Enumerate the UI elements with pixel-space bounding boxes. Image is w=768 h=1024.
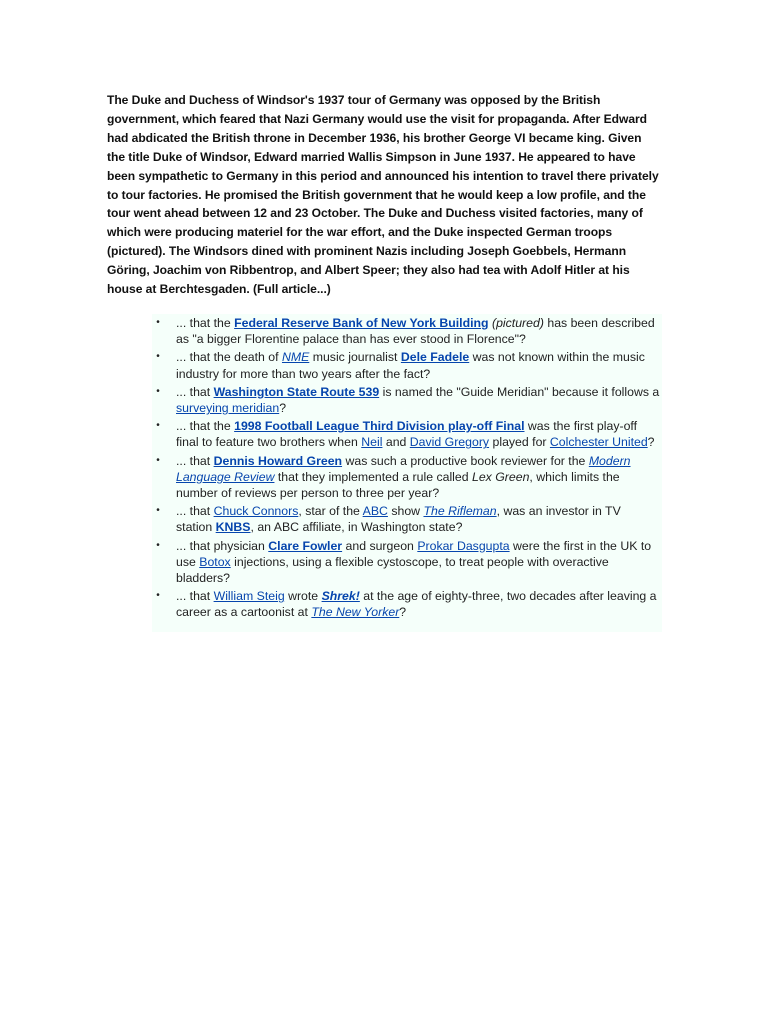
bullet-icon: • xyxy=(156,454,160,466)
link-prokar-dasgupta[interactable]: Prokar Dasgupta xyxy=(417,538,510,553)
link-the-new-yorker[interactable]: The New Yorker xyxy=(311,605,400,620)
link-surveying-meridian[interactable]: surveying meridian xyxy=(176,401,280,416)
link-david-gregory[interactable]: David Gregory xyxy=(409,435,490,450)
article-text: The Duke and Duchess of Windsor's 1937 tour of Germany was opposed by the British government, which feared that Nazi Germany would use the visit for propaganda. After Edward had abdicated the British throne in December 1936, his brother George VI became king. Given the title Duke of Windsor, Edward married Wallis Simpson in June 1937. He appeared to have been sympathetic to Germany in this period and announced his intention to travel there privately to tour factories. He promised the British government that he would keep a low profile, and the tour went ahead between 12 and 23 October. The Duke and Duchess visited factories, many of which were producing materiel for the war effort, and the Duke inspected German troops (pictured). The Windsors dined with prominent Nazis including Joseph Goebbels, Hermann Göring, Joachim von Ribbentrop, and Albert Speer; they also had tea with Adolf Hitler at his house at Berchtesgaden. xyxy=(107,93,659,297)
bullet-icon: • xyxy=(156,385,160,397)
dyk-item-dennis-green: • ... that Dennis Howard Green was such a productive book reviewer for the Modern Language Review that they implemented a rule called Lex Green, which limits the number of reviews per person to three per year? xyxy=(152,453,662,502)
dyk-item-william-steig: • ... that William Steig wrote Shrek! at the age of eighty-three, two decades after leaving a career as a cartoonist at The New Yorker? xyxy=(152,588,662,620)
link-colchester-united[interactable]: Colchester United xyxy=(549,435,648,450)
link-federal-reserve-bank[interactable]: Federal Reserve Bank of New York Building xyxy=(234,316,489,330)
did-you-know-box xyxy=(152,314,662,632)
bullet-icon: • xyxy=(156,317,160,328)
bullet-icon: • xyxy=(156,590,160,602)
link-chuck-connors[interactable]: Chuck Connors xyxy=(213,504,299,519)
dyk-item-dele-fadele: • ... that the death of NME music journalist Dele Fadele was not known within the music industry for more than two years after the fact? xyxy=(152,349,662,381)
link-dele-fadele[interactable]: Dele Fadele xyxy=(400,350,470,365)
dyk-item-federal-reserve: • ... that the Federal Reserve Bank of New York Building (pictured) has been described as "a bigger Florentine palace than has ever stood in Florence"? xyxy=(152,315,662,347)
did-you-know-list xyxy=(152,314,662,621)
full-article-link[interactable]: (Full article...) xyxy=(252,282,331,297)
link-nme[interactable]: NME xyxy=(281,350,310,365)
pictured-note: (pictured) xyxy=(491,316,544,330)
link-clare-fowler[interactable]: Clare Fowler xyxy=(268,538,343,553)
link-washington-state-route-539[interactable]: Washington State Route 539 xyxy=(213,384,380,399)
link-shrek[interactable]: Shrek! xyxy=(321,589,360,604)
bullet-icon: • xyxy=(156,505,160,517)
link-botox[interactable]: Botox xyxy=(199,554,231,569)
dyk-item-1998-playoff: • ... that the 1998 Football League Third Division play-off Final was the first play-off final to feature two brothers when Neil and David Gregory played for Colchester United? xyxy=(152,418,662,450)
dyk-item-chuck-connors: • ... that Chuck Connors, star of the ABC show The Rifleman, was an investor in TV station KNBS, an ABC affiliate, in Washington state? xyxy=(152,503,662,535)
link-knbs[interactable]: KNBS xyxy=(215,520,251,535)
link-1998-playoff-final[interactable]: 1998 Football League Third Division play-off Final xyxy=(234,419,525,434)
link-abc[interactable]: ABC xyxy=(362,504,388,519)
featured-article-paragraph xyxy=(107,91,662,299)
dyk-item-clare-fowler: • ... that physician Clare Fowler and surgeon Prokar Dasgupta were the first in the UK to use Botox injections, using a flexible cystoscope, to treat people with overactive bladders? xyxy=(152,538,662,587)
bullet-icon: • xyxy=(156,351,160,363)
bullet-icon: • xyxy=(156,420,160,432)
bullet-icon: • xyxy=(156,539,160,551)
lex-green-term: Lex Green xyxy=(472,469,530,484)
link-modern-language-review[interactable]: Modern Language Review xyxy=(176,453,631,484)
link-william-steig[interactable]: William Steig xyxy=(213,589,285,604)
link-neil[interactable]: Neil xyxy=(361,435,383,450)
dyk-item-route-539: • ... that Washington State Route 539 is named the "Guide Meridian" because it follows a surveying meridian? xyxy=(152,384,662,416)
link-dennis-howard-green[interactable]: Dennis Howard Green xyxy=(213,453,343,468)
link-the-rifleman[interactable]: The Rifleman xyxy=(423,504,497,519)
